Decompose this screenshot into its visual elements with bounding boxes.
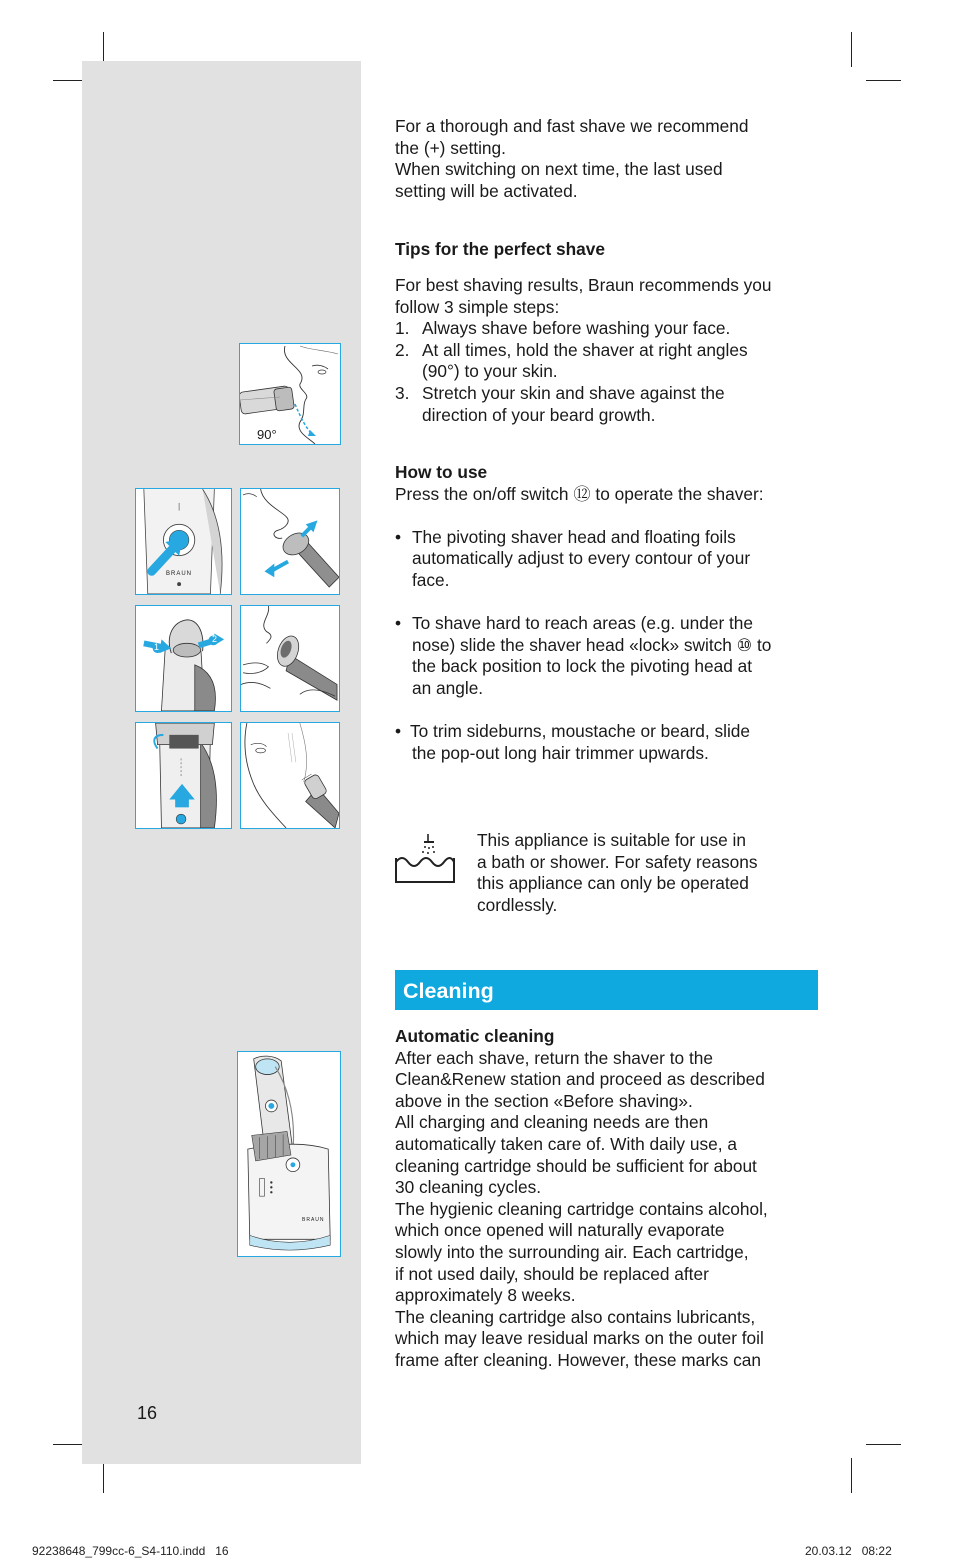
under-nose-illustration [241,606,339,711]
footer-file-info: 92238648_799cc-6_S4-110.indd 16 [32,1544,229,1558]
bullet-line: the pop-out long hair trimmer upwards. [412,742,709,763]
station-brand-label: BRAUN [302,1217,325,1223]
intro-line: the (+) setting. [395,137,506,158]
shaver-switch-illustration [136,489,231,594]
lock-switch-illustration [136,606,231,711]
crop-mark [851,32,852,67]
step-text: Always shave before washing your face. [422,318,731,339]
bullet-line: an angle. [412,677,484,698]
step-text: At all times, hold the shaver at right angles [422,339,748,360]
cleaning-line: All charging and cleaning needs are then [395,1112,709,1133]
tips-step [395,340,820,383]
trimmer-illustration [136,723,231,828]
cleaning-section [395,1026,820,1372]
angle-label: 90° [257,427,277,442]
chin-shaving-illustration [241,489,339,594]
how-to-use-instruction: Press the on/off switch ⑫ to operate the shaver: [395,483,764,504]
intro-line: For a thorough and fast shave we recommend [395,116,749,136]
cleaning-line: which once opened will naturally evaporate [395,1220,725,1241]
intro-line: setting will be activated. [395,180,578,201]
shower-note-line: a bath or shower. For safety reasons [477,851,758,872]
page-number: 16 [137,1403,158,1423]
clean-station-illustration [238,1052,340,1256]
bullet-line: The pivoting shaver head and floating foils [412,526,736,547]
cleaning-line: After each shave, return the shaver to the [395,1047,713,1068]
cleaning-line: if not used daily, should be replaced after [395,1263,709,1284]
bullet-line: To shave hard to reach areas (e.g. under the [412,613,754,634]
bullet-line: the back position to lock the pivoting head at [412,656,753,677]
step-number: 3. [395,383,410,404]
cleaning-line: 30 cleaning cycles. [395,1177,542,1198]
cleaning-line: which may leave residual marks on the outer foil [395,1328,764,1349]
tips-step [395,318,820,340]
intro-line: When switching on next time, the last used [395,159,723,180]
tips-step [395,383,820,426]
brand-label: BRAUN [166,571,193,577]
crop-mark [866,1444,901,1445]
bullet-line: automatically adjust to every contour of your [412,548,751,569]
figure-trimming-sideburns [240,722,340,829]
cleaning-subheading: Automatic cleaning [395,1026,555,1046]
step-text: (90°) to your skin. [422,361,558,382]
tips-section [395,239,820,426]
shower-note-line: this appliance can only be operated [477,873,749,894]
sideburns-illustration [241,723,339,828]
figure-trimmer-up [135,722,232,829]
figure-shaving-chin [240,488,340,595]
intro-paragraph [395,116,820,202]
bullet-line: face. [412,569,450,590]
how-to-use-heading: How to use [395,462,488,482]
cleaning-line: automatically taken care of. With daily use, a [395,1133,737,1154]
step-text: Stretch your skin and shave against the [422,383,725,404]
cleaning-line: approximately 8 weeks. [395,1285,576,1306]
footer-date: 20.03.12 08:22 [805,1544,892,1558]
crop-mark [851,1458,852,1493]
step-label-2: 2 [212,634,218,644]
step-number: 2. [395,339,410,360]
shower-note-line: This appliance is suitable for use in [477,830,746,850]
figure-lock-switch [135,605,232,712]
cleaning-line: Clean&Renew station and proceed as described [395,1069,765,1090]
figure-press-switch [135,488,232,595]
bullet-item: • To trim sideburns, moustache or beard, slide the pop-out long hair trimmer upwards. [395,721,751,763]
figure-shaving-under-nose [240,605,340,712]
tips-intro-line: follow 3 simple steps: [395,296,560,317]
figure-clean-renew-station [237,1051,341,1257]
bullet-line: nose) slide the shaver head «lock» switch ⑩ to [412,634,772,655]
cleaning-line: The cleaning cartridge also contains lubricants, [395,1306,756,1327]
shower-icon [394,832,456,884]
bullet-item: • To shave hard to reach areas (e.g. under the nose) slide the shaver head «lock» switch ⑩ to the back position to lock the pivoting head at an angle. [395,613,772,698]
step-number: 1. [395,318,410,339]
cleaning-line: cleaning cartridge should be sufficient for about [395,1155,757,1176]
step-label-1: 1 [154,642,160,652]
tips-heading: Tips for the perfect shave [395,239,605,259]
face-profile-illustration [240,344,340,444]
crop-mark [866,80,901,81]
figure-shaving-angle [239,343,341,445]
bullet-item: • The pivoting shaver head and floating foils automatically adjust to every contour of your face. [395,526,751,590]
step-text: direction of your beard growth. [422,404,656,425]
cleaning-line: The hygienic cleaning cartridge contains alcohol, [395,1198,768,1219]
cleaning-line: above in the section «Before shaving». [395,1090,693,1111]
cleaning-section-title: Cleaning [395,970,818,1010]
tips-intro-line: For best shaving results, Braun recommends you [395,275,772,296]
shower-note [477,830,817,916]
cleaning-line: frame after cleaning. However, these marks can [395,1349,761,1370]
cleaning-line: slowly into the surrounding air. Each cartridge, [395,1241,749,1262]
shower-note-line: cordlessly. [477,894,558,915]
bullet-line: To trim sideburns, moustache or beard, slide [410,721,751,742]
how-to-use-section [395,462,820,764]
